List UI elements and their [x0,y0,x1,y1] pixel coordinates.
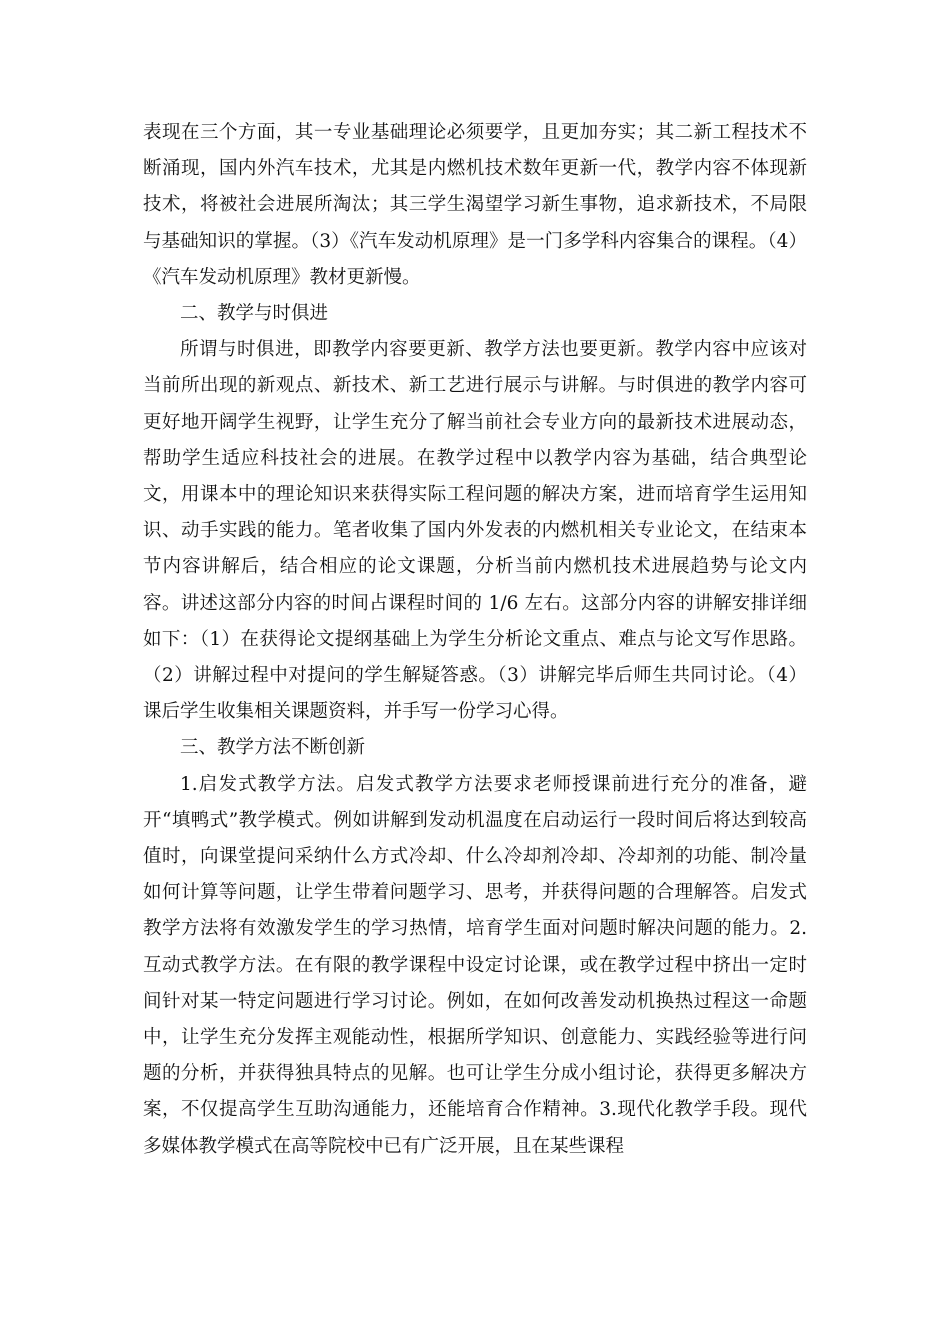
document-body [143,115,807,1165]
section-heading-three: 三、教学方法不断创新 [180,737,366,759]
paragraph-section-three-body: 1.启发式教学方法。启发式教学方法要求老师授课前进行充分的准备，避开“填鸭式”教学模式。例如讲解到发动机温度在启动运行一段时间后将达到较高值时，向课堂提问采纳什么方式冷却、什么冷却剂冷却、冷却剂的功能、制冷量如何计算等问题，让学生带着问题学习、思考，并获得问题的合理解答。启发式教学方法将有效激发学生的学习热情，培育学生面对问题时解决问题的能力。2.互动式教学方法。在有限的教学课程中设定讨论课，或在教学过程中挤出一定时间针对某一特定问题进行学习讨论。例如，在如何改善发动机换热过程这一命题中，让学生充分发挥主观能动性，根据所学知识、创意能力、实践经验等进行问题的分析，并获得独具特点的见解。也可让学生分成小组讨论，获得更多解决方案，不仅提高学生互助沟通能力，还能培育合作精神。3.现代化教学手段。现代多媒体教学模式在高等院校中已有广泛开展，且在某些课程 [143,773,807,1157]
paragraph-section-two-body: 所谓与时俱进，即教学内容要更新、教学方法也要更新。教学内容中应该对当前所出现的新观点、新技术、新工艺进行展示与讲解。与时俱进的教学内容可更好地开阔学生视野，让学生充分了解当前社会专业方向的最新技术进展动态，帮助学生适应科技社会的进展。在教学过程中以教学内容为基础，结合典型论文，用课本中的理论知识来获得实际工程问题的解决方案，进而培育学生运用知识、动手实践的能力。笔者收集了国内外发表的内燃机相关专业论文，在结束本节内容讲解后，结合相应的论文课题，分析当前内燃机技术进展趋势与论文内容。讲述这部分内容的时间占课程时间的 1/6 左右。这部分内容的讲解安排详细如下：（1）在获得论文提纲基础上为学生分析论文重点、难点与论文写作思路。（2）讲解过程中对提问的学生解疑答惑。（3）讲解完毕后师生共同讨论。（4）课后学生收集相关课题资料，并手写一份学习心得。 [143,339,807,723]
paragraph-intro-continuation: 表现在三个方面，其一专业基础理论必须要学，且更加夯实；其二新工程技术不断涌现，国内外汽车技术，尤其是内燃机技术数年更新一代，教学内容不体现新技术，将被社会进展所淘汰；其三学生渴望学习新生事物，追求新技术，不局限与基础知识的掌握。（3）《汽车发动机原理》是一门多学科内容集合的课程。（4）《汽车发动机原理》教材更新慢。 [143,122,807,288]
section-heading-two: 二、教学与时俱进 [180,303,329,325]
